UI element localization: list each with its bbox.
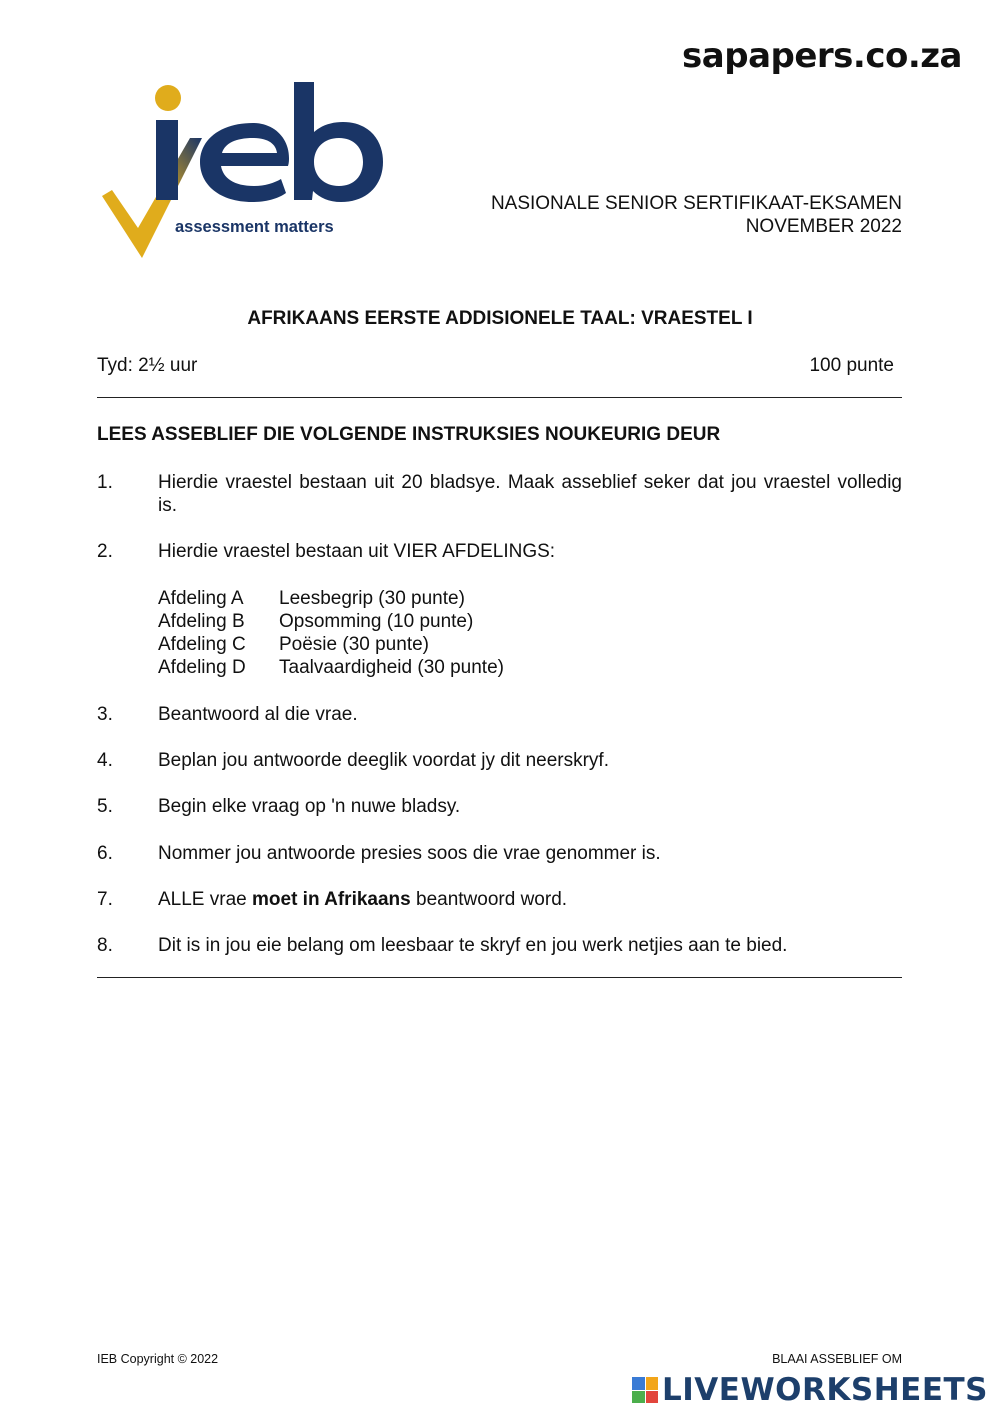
section-desc: Opsomming (10 punte) (279, 611, 474, 632)
exam-date-line: NOVEMBER 2022 (745, 216, 902, 237)
instruction-item-6 (97, 842, 902, 865)
e-letter-shape (200, 123, 289, 202)
item-text-bold: moet in Afrikaans (252, 889, 411, 910)
item-text-end: beantwoord word. (410, 889, 568, 910)
total-marks: 100 punte (809, 355, 894, 376)
divider-top (97, 397, 902, 398)
item-text: Beplan jou antwoorde deeglik voordat jy dit neerskryf. (158, 750, 609, 771)
section-label: Afdeling B (158, 611, 245, 632)
item-number: 3. (97, 704, 113, 725)
item-text-start: ALLE vrae (158, 889, 252, 910)
divider-bottom (97, 977, 902, 978)
item-number: 7. (97, 889, 113, 910)
item-number: 5. (97, 796, 113, 817)
instruction-item-3 (97, 703, 902, 726)
item-text: Begin elke vraag op 'n nuwe bladsy. (158, 796, 461, 817)
instructions-heading: LEES ASSEBLIEF DIE VOLGENDE INSTRUKSIES NOUKEURIG DEUR (97, 424, 721, 445)
item-text: Beantwoord al die vrae. (158, 704, 358, 725)
section-label: Afdeling D (158, 657, 246, 678)
section-row-c (158, 633, 429, 656)
time-allowed: Tyd: 2½ uur (97, 355, 198, 376)
item-number: 6. (97, 843, 113, 864)
instruction-item-1 (97, 471, 902, 517)
liveworksheets-logo-text: LIVEWORKSHEETS (662, 1372, 988, 1408)
instruction-item-4 (97, 749, 902, 772)
footer-copyright: IEB Copyright © 2022 (97, 1352, 219, 1366)
i-stem-shape (156, 120, 178, 200)
section-desc: Leesbegrip (30 punte) (279, 588, 465, 609)
check-mark-shape (102, 138, 202, 258)
item-number: 1. (97, 472, 113, 493)
section-desc: Taalvaardigheid (30 punte) (279, 657, 504, 678)
item-text: Nommer jou antwoorde presies soos die vrae genommer is. (158, 843, 661, 864)
item-number: 8. (97, 935, 113, 956)
instruction-item-2 (97, 540, 902, 563)
instruction-item-8 (97, 934, 902, 957)
item-text: Hierdie vraestel bestaan uit 20 bladsye. Maak asseblief seker dat jou vraestel volledig is. (158, 472, 902, 516)
paper-title: AFRIKAANS EERSTE ADDISIONELE TAAL: VRAESTEL I (247, 308, 753, 329)
section-label: Afdeling A (158, 588, 244, 609)
instruction-item-7 (97, 888, 902, 911)
logo-tagline: assessment matters (175, 218, 334, 236)
item-text: Dit is in jou eie belang om leesbaar te skryf en jou werk netjies aan te bied. (158, 935, 788, 956)
section-row-d (158, 656, 504, 679)
item-text (158, 888, 902, 911)
section-label: Afdeling C (158, 634, 246, 655)
liveworksheets-branding (632, 1372, 988, 1408)
item-number: 4. (97, 750, 113, 771)
ieb-logo-graphic (98, 78, 383, 263)
exam-title-line: NASIONALE SENIOR SERTIFIKAAT-EKSAMEN (490, 193, 902, 214)
section-desc: Poësie (30 punte) (279, 634, 429, 655)
liveworksheets-icon (632, 1377, 658, 1403)
footer-turn-over: BLAAI ASSEBLIEF OM (772, 1352, 902, 1366)
site-watermark: sapapers.co.za (682, 36, 962, 76)
item-number: 2. (97, 541, 113, 562)
b-letter-shape (294, 82, 383, 202)
item-text: Hierdie vraestel bestaan uit VIER AFDELINGS: (158, 541, 556, 562)
exam-header (491, 192, 902, 238)
ieb-logo (98, 78, 383, 263)
i-dot-shape (155, 85, 181, 111)
section-row-a (158, 587, 465, 610)
section-row-b (158, 610, 473, 633)
instruction-item-5 (97, 795, 902, 818)
